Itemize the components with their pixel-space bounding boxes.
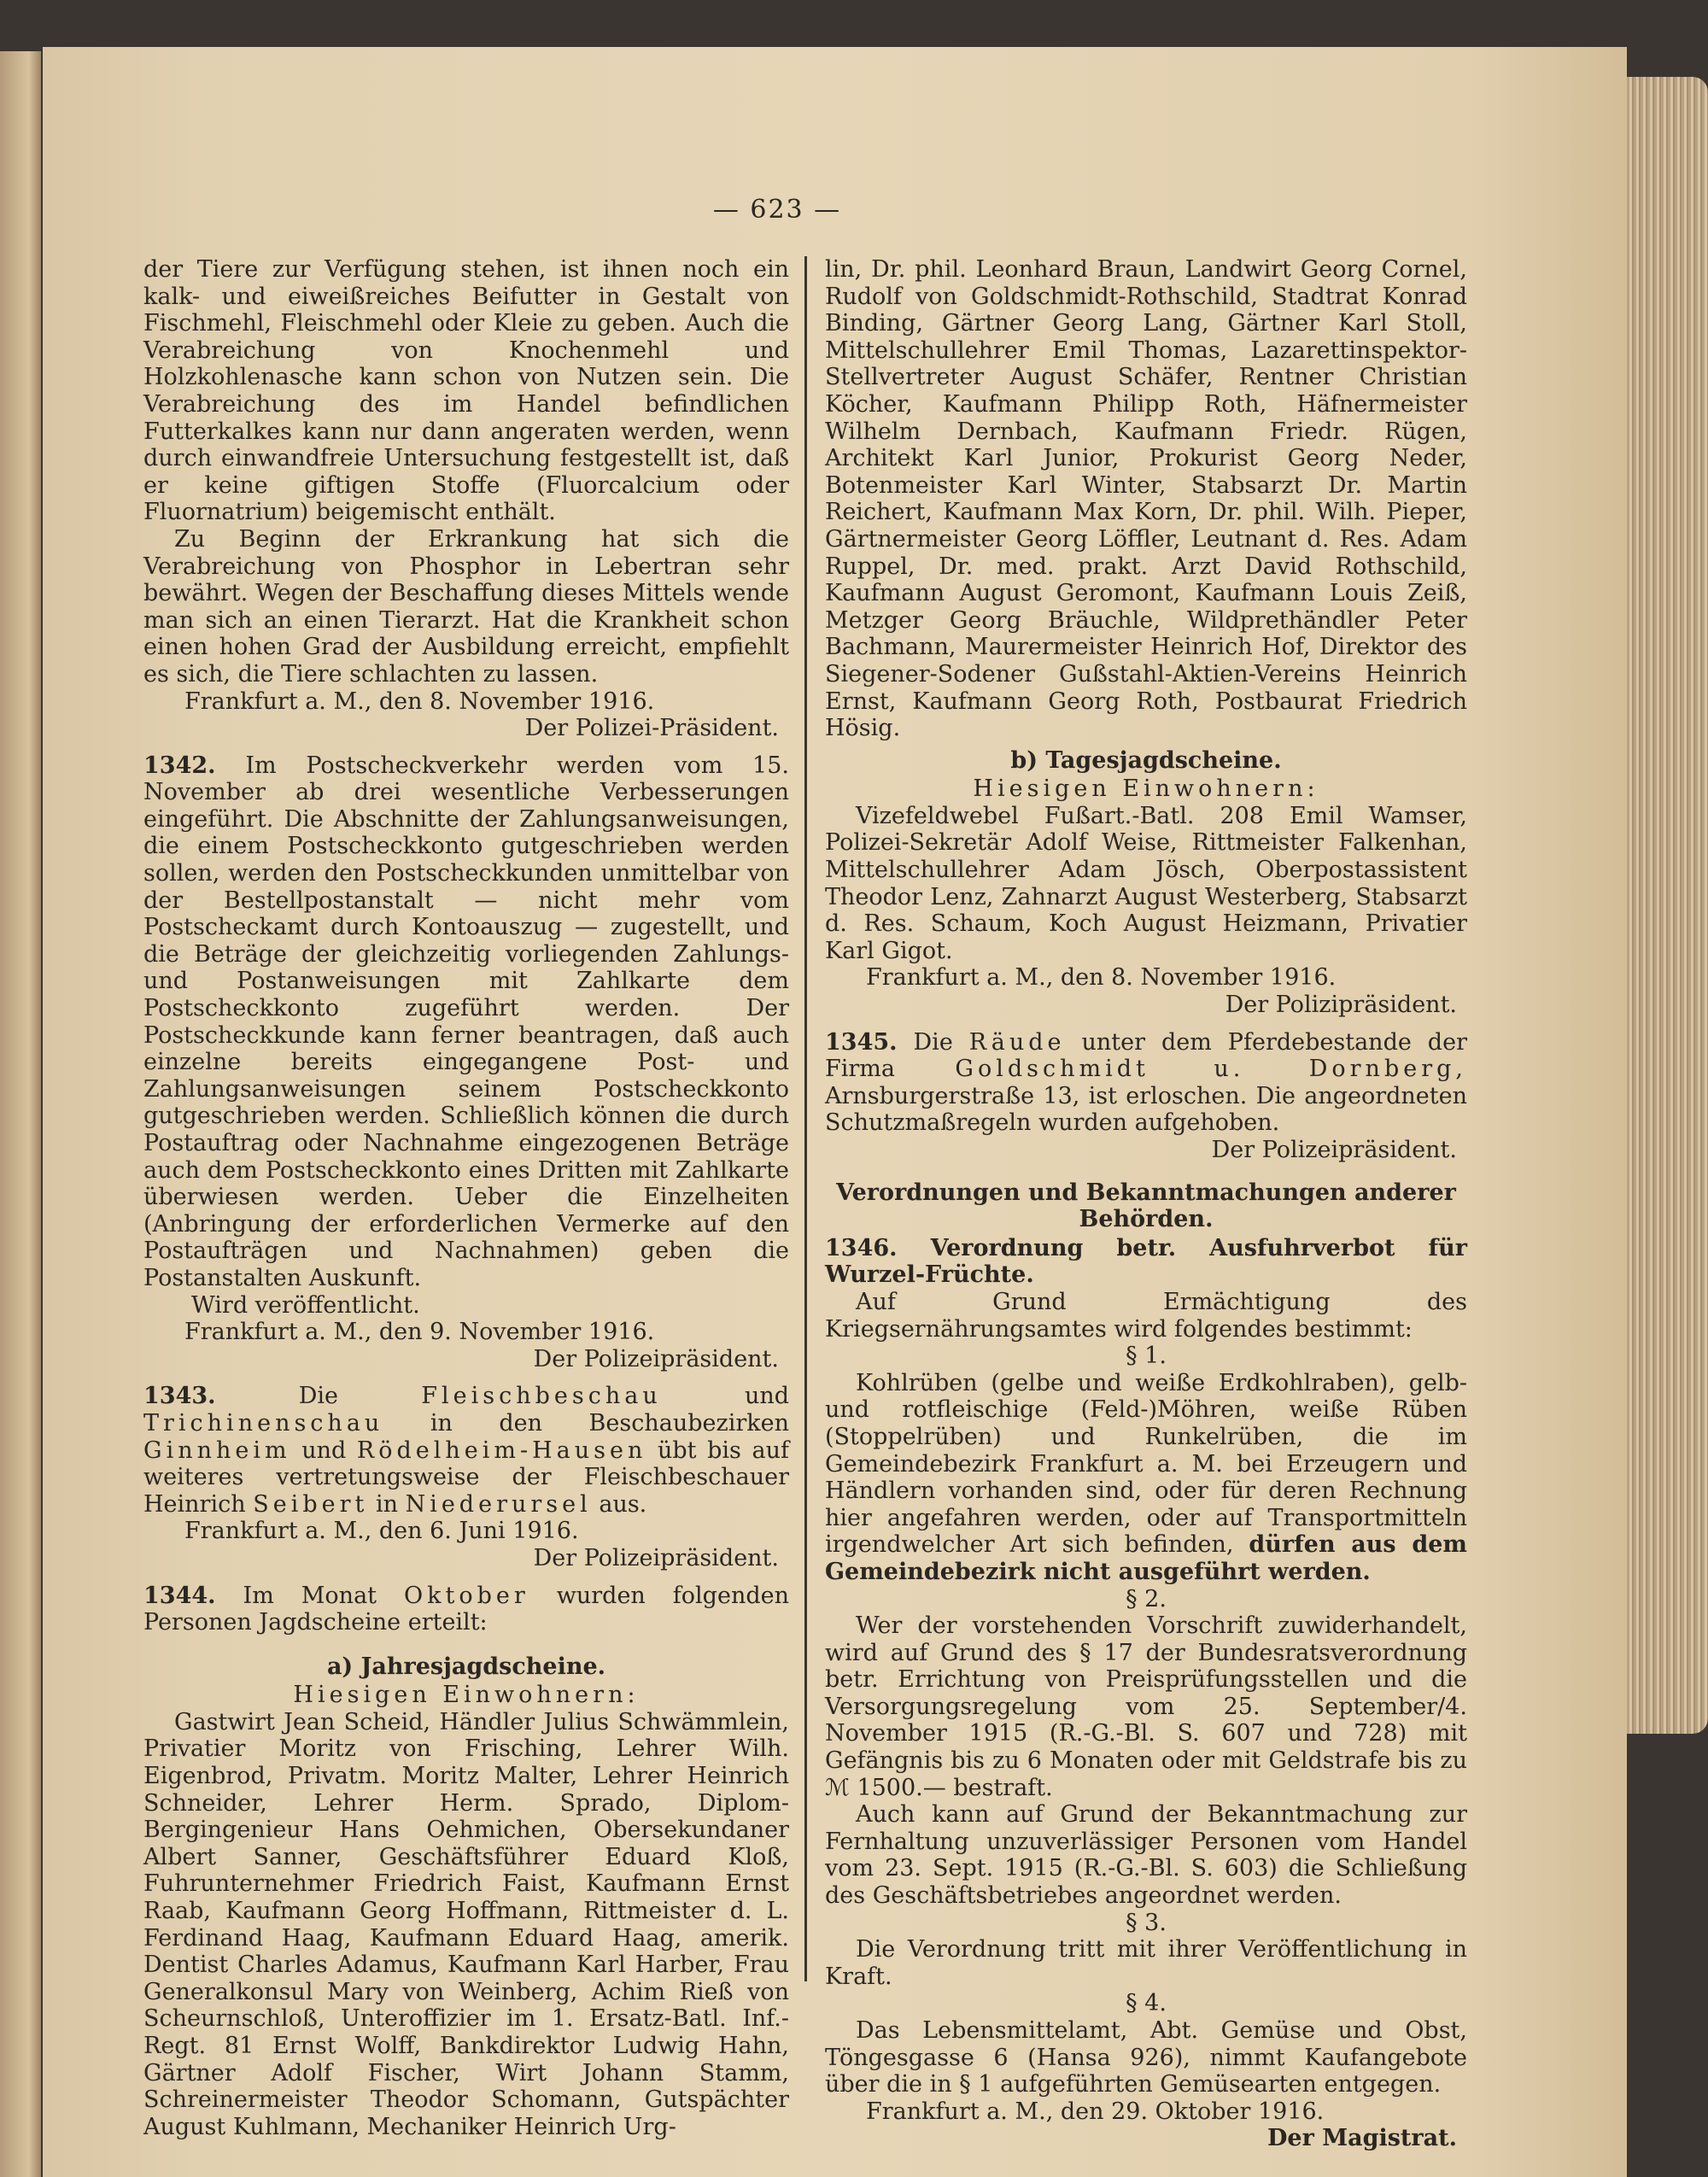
- notice-1346-title: [825, 1235, 1467, 1289]
- paragraph-text-emphasis: dürfen aus dem Gemeindebezirk nicht ausgeführt werden.: [825, 1531, 1467, 1585]
- paragraph-3-text: Die Verordnung tritt mit ihrer Veröffentlichung in Kraft.: [825, 1936, 1467, 1990]
- signature: Der Polizei-Präsident.: [524, 715, 779, 742]
- dateline: Frankfurt a. M., den 9. November 1916.: [184, 1319, 655, 1346]
- page-number: — 623 —: [712, 195, 842, 225]
- right-page-edges: [1627, 77, 1708, 1734]
- notice-1343: [143, 1383, 789, 1518]
- paragraph-2-text: Wer der vorstehenden Vorschrift zuwiderhandelt, wird auf Grund des § 17 der Bundesratsverordnung betr. Errichtung von Preisprüfungsstellen und die Versorgungsregelung vom 25. September/4. November 1915 (R.-G.-Bl. S. 607 und 728) mit Gefängnis bis zu 6 Monaten oder mit Geldstrafe bis zu ℳ 1500.— bestraft.: [825, 1612, 1467, 1801]
- notice-text: Die: [298, 1383, 339, 1410]
- spaced-term: Seibert: [253, 1490, 369, 1518]
- notice-text: aus.: [599, 1490, 647, 1518]
- notice-text: Arnsburgerstraße 13, ist erloschen. Die angeordneten Schutzmaßregeln wurden aufgehoben.: [825, 1082, 1467, 1137]
- name-list-continued: lin, Dr. phil. Leonhard Braun, Landwirt Georg Cornel, Rudolf von Goldschmidt-Rothschild, Stadtrat Konrad Binding, Gärtner Georg Lang, Gärtner Karl Stoll, Mittelschullehrer Emil Thomas, Lazarettinspektor-Stellvertreter August Schäfer, Rentner Christian Köcher, Kaufmann Philipp Roth, Häfnermeister Wilhelm Dernbach, Kaufmann Friedr. Rügen, Architekt Karl Junior, Prokurist Georg Neder, Botenmeister Karl Winter, Stabsarzt Dr. Martin Reichert, Kaufmann Max Korn, Dr. phil. Wilh. Pieper, Gärtnermeister Georg Löffler, Leutnant d. Res. Adam Ruppel, Dr. med. prakt. Arzt David Rothschild, Kaufmann August Geromont, Kaufmann Louis Zeiß, Metzger Georg Bräuchle, Wildprethändler Peter Bachmann, Maurermeister Heinrich Hof, Direktor des Siegener-Sodener Gußstahl-Aktien-Vereins Heinrich Ernst, Kaufmann Georg Roth, Postbaurat Friedrich Hösig.: [825, 256, 1467, 742]
- spaced-term: Oktober: [404, 1582, 529, 1609]
- right-column: [825, 256, 1467, 2152]
- notice-text: und: [744, 1383, 789, 1410]
- signature: Der Polizeipräsident.: [533, 1544, 779, 1571]
- ordinance-intro: Auf Grund Ermächtigung des Kriegsernährungsamtes wird folgendes bestimmt:: [825, 1288, 1467, 1343]
- recipient-group-label: Hiesigen Einwohnern:: [293, 1682, 640, 1709]
- notice-text: Die: [913, 1028, 953, 1056]
- paragraph-label: § 4.: [1126, 1990, 1167, 2017]
- notice-text: Im Postscheckverkehr werden vom 15. November ab drei wesentliche Verbesserungen eingeführt. Die Abschnitte der Zahlungsanweisungen, die einem Postscheckkonto gutgeschrieben werden sollen, werden den Postscheckkunden unmittelbar von der Bestellpostanstalt — nicht mehr vom Postscheckamt durch Kontoauszug — zugestellt, und die Beträge der gleichzeitig vorliegenden Zahlungs- und Postanweisungen mit Zahlkarte dem Postscheckkonto zugeführt werden. Der Postscheckkunde kann ferner beantragen, daß auch einzelne bereits eingegangene Post- und Zahlungsanweisungen seinem Postscheckkonto gutgeschrieben werden. Schließlich können die durch Postauftrag oder Nachnahme eingezogenen Beträge auch dem Postscheckkonto eines Dritten mit Zahlkarte überwiesen werden. Ueber die Einzelheiten (Anbringung der erforderlichen Vermerke auf den Postaufträgen und Nachnahmen) geben die Postanstalten Auskunft.: [143, 752, 789, 1291]
- notice-number: 1346.: [825, 1234, 898, 1261]
- paragraph-phosphor: Zu Beginn der Erkrankung hat sich die Verabreichung von Phosphor in Lebertran sehr bewährt. Wegen der Beschaffung dieses Mittels wende man sich an einen Tierarzt. Hat die Krankheit schon einen hohen Grad der Ausbildung erreicht, empfiehlt es sich, die Tiere schlachten zu lassen.: [143, 525, 789, 688]
- paragraph-feeding: der Tiere zur Verfügung stehen, ist ihnen noch ein kalk- und eiweißreiches Beifutter in Gestalt von Fischmehl, Fleischmehl oder Kleie zu geben. Auch die Verabreichung von Knochenmehl und Holzkohlenasche kann schon von Nutzen sein. Die Verabreichung des im Handel befindlichen Futterkalkes kann nur dann angeraten werden, wenn durch einwandfreie Untersuchung festgestellt ist, daß er keine giftigen Stoffe (Fluorcalcium oder Fluornatrium) beigemischt enthält.: [143, 256, 789, 526]
- paragraph-4-text: Das Lebensmittelamt, Abt. Gemüse und Obst, Töngesgasse 6 (Hansa 926), nimmt Kaufangebote über die in § 1 aufgeführten Gemüsearten entgegen.: [825, 2017, 1467, 2098]
- notice-title: Verordnung betr. Ausfuhrverbot für Wurzel-Früchte.: [825, 1234, 1467, 1289]
- column-divider: [804, 256, 807, 1981]
- spaced-term: Trichinenschau: [143, 1409, 384, 1437]
- signature: Der Polizeipräsident.: [533, 1345, 779, 1372]
- notice-1342: [143, 752, 789, 1292]
- notice-text: unter dem Pferdebestande der Firma: [825, 1028, 1467, 1083]
- dateline: Frankfurt a. M., den 8. November 1916.: [184, 688, 655, 715]
- name-list: Gastwirt Jean Scheid, Händler Julius Schwämmlein, Privatier Moritz von Frisching, Lehrer Wilh. Eigenbrod, Privatm. Moritz Malter, Lehrer Heinrich Schneider, Lehrer Herm. Sprado, Diplom-Bergingenieur Hans Oehmichen, Obersekundaner Albert Sanner, Geschäftsführer Eduard Kloß, Fuhrunternehmer Friedrich Faist, Kaufmann Ernst Raab, Kaufmann Georg Hoffmann, Rittmeister d. L. Ferdinand Haag, Kaufmann Eduard Haag, amerik. Dentist Charles Adamus, Kaufmann Karl Harber, Frau Generalkonsul Mary von Weinberg, Achim Rieß von Scheurnschloß, Unteroffizier im 1. Ersatz-Batl. Inf.-Regt. 81 Ernst Wolff, Bankdirektor Ludwig Hahn, Gärtner Adolf Fischer, Wirt Johann Stamm, Schreinermeister Theodor Schomann, Gutspächter August Kuhlmann, Mechaniker Heinrich Urg-: [143, 1708, 789, 2140]
- section-subheading: a) Jahresjagdscheine.: [326, 1653, 606, 1680]
- signature: Der Magistrat.: [1267, 2125, 1457, 2152]
- notice-number: 1345.: [825, 1028, 898, 1056]
- paragraph-label: § 2.: [1126, 1585, 1167, 1612]
- notice-number: 1343.: [143, 1383, 216, 1410]
- left-column: [143, 256, 789, 2140]
- notice-text: übt bis auf weiteres vertretungsweise der Fleischbeschauer Heinrich: [143, 1437, 789, 1518]
- left-page-edge: [0, 51, 41, 2177]
- spaced-term: Niederursel: [405, 1490, 592, 1518]
- recipient-group-label: Hiesigen Einwohnern:: [973, 775, 1319, 803]
- spaced-term: Fleischbeschau: [421, 1383, 662, 1410]
- spaced-term: Ginnheim: [143, 1437, 291, 1464]
- notice-text: Im Monat: [243, 1582, 377, 1609]
- paragraph-2-text-2: Auch kann auf Grund der Bekanntmachung zur Fernhaltung unzuverlässiger Personen vom Handel vom 23. Sept. 1915 (R.-G.-Bl. S. 603) die Schließung des Geschäftsbetriebes angeordnet werden.: [825, 1801, 1467, 1910]
- notice-text: in: [375, 1490, 398, 1518]
- notice-number: 1344.: [143, 1582, 216, 1609]
- notice-text: wurden folgenden Personen Jagdscheine erteilt:: [143, 1582, 789, 1636]
- dateline: Frankfurt a. M., den 8. November 1916.: [866, 964, 1337, 992]
- paragraph-label: § 3.: [1126, 1909, 1167, 1936]
- section-heading: Verordnungen und Bekanntmachungen anderer Behörden.: [836, 1179, 1456, 1233]
- notice-text: in den Beschaubezirken: [430, 1409, 789, 1437]
- spaced-term: Rödelheim-Hausen: [356, 1437, 647, 1464]
- spaced-term: Goldschmidt u. Dornberg,: [955, 1056, 1467, 1083]
- notice-1345: [825, 1029, 1467, 1137]
- signature: Der Polizipräsident.: [1225, 992, 1457, 1019]
- paragraph-1-text: [825, 1370, 1467, 1586]
- section-subheading: b) Tagesjagdscheine.: [1010, 746, 1282, 774]
- notice-1344: [143, 1583, 789, 1636]
- signature: Der Polizeipräsident.: [1211, 1137, 1457, 1163]
- paragraph-text: Kohlrüben (gelbe und weiße Erdkohlraben), gelb- und rotfleischige (Feld-)Möhren, weiße Rüben (Stoppelrüben) und Runkelrüben, die im Gemeindebezirk Frankfurt a. M. bei Erzeugern und Händlern vorhanden sind, oder für deren Rechnung hier angefahren werden, oder auf Transportmitteln irgendwelcher Art sich befinden,: [825, 1369, 1467, 1559]
- spaced-term: Räude: [968, 1028, 1066, 1056]
- dateline: Frankfurt a. M., den 29. Oktober 1916.: [866, 2098, 1325, 2125]
- notice-number: 1342.: [143, 752, 216, 779]
- dateline: Frankfurt a. M., den 6. Juni 1916.: [184, 1518, 579, 1545]
- paragraph-label: § 1.: [1126, 1343, 1167, 1370]
- notice-text: und: [301, 1437, 347, 1464]
- name-list: Vizefeldwebel Fußart.-Batl. 208 Emil Wamser, Polizei-Sekretär Adolf Weise, Rittmeister Falkenhan, Mittelschullehrer Adam Jösch, Oberpostassistent Theodor Lenz, Zahnarzt August Westerberg, Stabsarzt d. Res. Schaum, Koch August Heizmann, Privatier Karl Gigot.: [825, 802, 1467, 964]
- publication-note: Wird veröffentlicht.: [191, 1291, 420, 1319]
